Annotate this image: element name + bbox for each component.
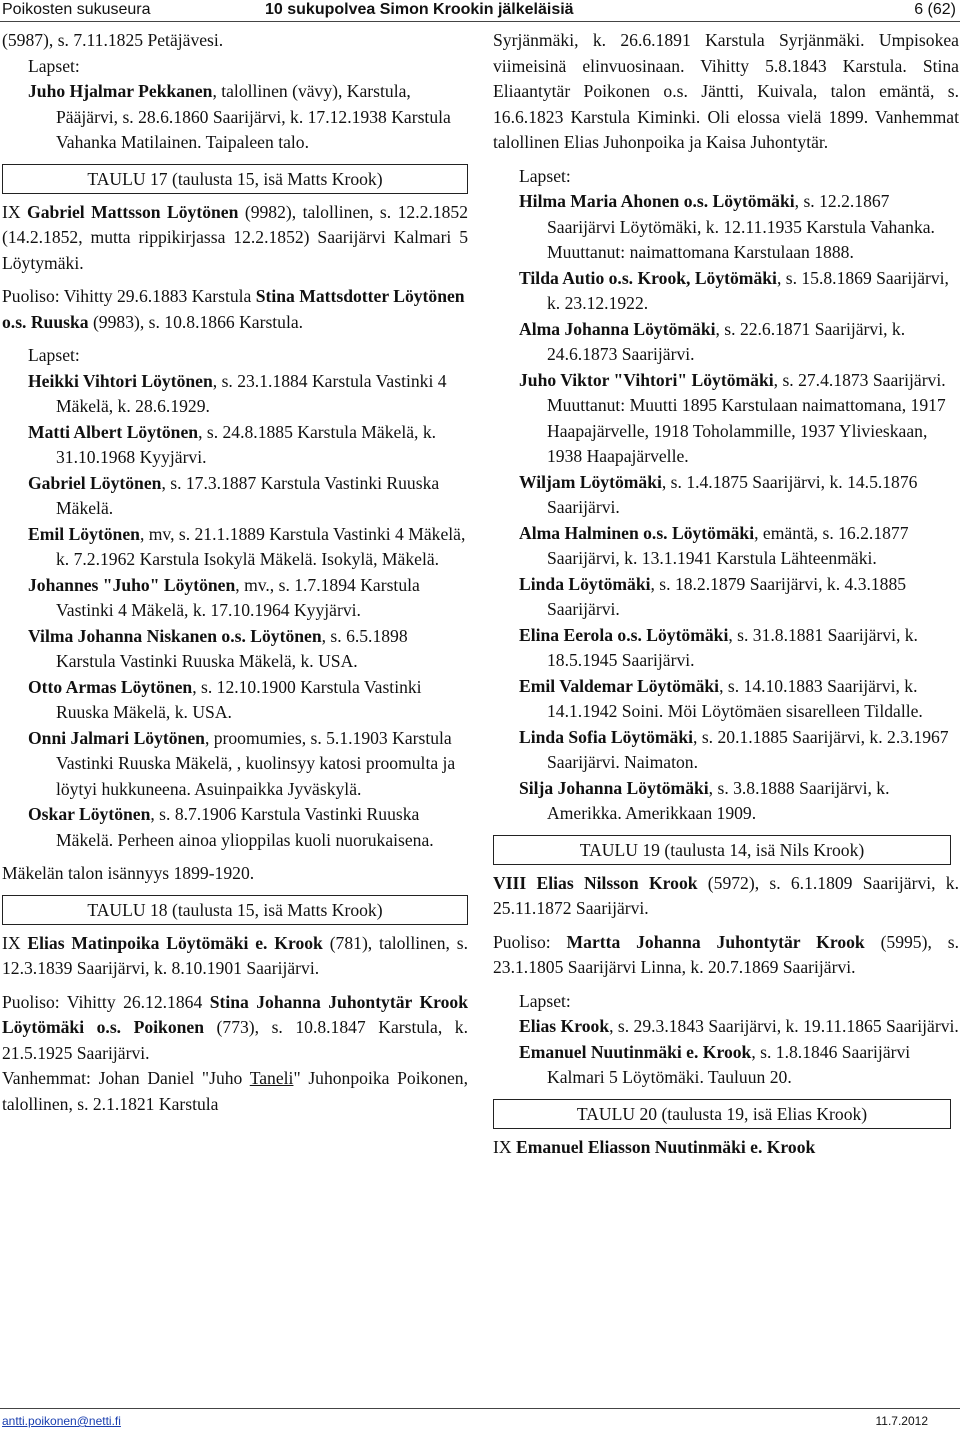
child-entry (2, 624, 468, 675)
child-name: Linda Sofia Löytömäki (519, 726, 694, 747)
child-name: Alma Johanna Löytömäki (519, 318, 716, 339)
child-entry (493, 521, 959, 572)
child-name: Elina Eerola o.s. Löytömäki (519, 624, 729, 645)
child-entry (2, 522, 468, 573)
child-entry (493, 317, 959, 368)
child-name: Emanuel Nuutinmäki e. Krook (519, 1041, 752, 1062)
person-details: (9982), talollinen, s. 12.2.1852 (14.2.1852, mutta rippikirjassa 12.2.1852) Saarijärvi Kalmari 5 Löytymäki. (2, 201, 468, 273)
child-entry (2, 726, 468, 803)
child-details: , mv., s. 1.7.1894 Karstula Vastinki 4 Mäkelä, k. 17.10.1964 Kyyjärvi. (56, 574, 420, 620)
table-source: (taulusta 14, isä Nils Krook) (659, 839, 865, 860)
generation-numeral: IX (493, 1136, 516, 1157)
child-entry (2, 369, 468, 420)
person-details: (5972), s. 6.1.1809 Saarijärvi, k. 25.11.1872 Saarijärvi. (493, 872, 959, 918)
generation-numeral: VIII (493, 872, 537, 893)
child-name: Alma Halminen o.s. Löytömäki (519, 522, 755, 543)
child-details: , proomumies, s. 5.1.1903 Karstula Vastinki Ruuska Mäkelä, , kuolinsyy katosi proomulta ja löytyi hukkuneena. Asuinpaikka Jyväskylä. (56, 727, 456, 799)
person-name: Emanuel Eliasson Nuutinmäki e. Krook (515, 1136, 816, 1157)
header-site-name: Poikosten sukuseura (2, 1, 151, 18)
child-details: , s. 31.8.1881 Saarijärvi, k. 18.5.1945 Saarijärvi. (547, 624, 918, 670)
child-entry (493, 623, 959, 674)
child-details: , mv, s. 21.1.1889 Karstula Vastinki 4 Mäkelä, k. 7.2.1962 Karstula Isokylä Mäkelä. Isokylä, Mäkelä. (56, 523, 466, 569)
child-details: , s. 12.2.1867 Saarijärvi Löytömäki, k. 12.11.1935 Karstula Vahanka. Muuttanut: naimattomana Karstulaan 1888. (547, 191, 935, 262)
child-name: Emil Valdemar Löytömäki (519, 675, 720, 696)
children-label: Lapset: (28, 345, 80, 365)
spouse-entry (493, 930, 959, 981)
child-details: , s. 18.2.1879 Saarijärvi, k. 4.3.1885 Saarijärvi. (547, 573, 907, 619)
generation-numeral: IX (2, 932, 28, 953)
header-rule (0, 21, 960, 22)
child-details: , s. 27.4.1873 Saarijärvi. Muuttanut: Muutti 1895 Karstulaan naimattomana, 1917 Haapajärvelle, 1918 Toholammille, 1937 Ylivieskaan, 1938 Haapajärvelle. (547, 369, 946, 466)
child-name: Otto Armas Löytönen (28, 676, 193, 697)
person-entry (493, 871, 959, 922)
child-name: Emil Löytönen (28, 523, 140, 544)
children-list (493, 189, 959, 827)
child-details: , s. 23.1.1884 Karstula Vastinki 4 Mäkelä, k. 28.6.1929. (56, 370, 447, 416)
table-heading-18 (2, 895, 468, 925)
parents-underlined-name: Taneli (249, 1068, 294, 1088)
continued-text: (5987), s. 7.11.1825 Petäjävesi. (2, 30, 224, 50)
person-entry (493, 1135, 959, 1161)
child-name: Juho Viktor "Vihtori" Löytömäki (519, 369, 774, 390)
child-entry (2, 675, 468, 726)
header-page-number: 6 (62) (914, 1, 956, 18)
child-entry (493, 470, 959, 521)
child-name: Elias Krook (519, 1016, 610, 1036)
child-entry (493, 1040, 959, 1091)
children-list (2, 369, 468, 854)
child-entry (2, 471, 468, 522)
child-details: , s. 29.3.1843 Saarijärvi, k. 19.11.1865 Saarijärvi. (609, 1016, 959, 1036)
child-details: , s. 12.10.1900 Karstula Vastinki Ruuska Mäkelä, k. USA. (56, 676, 422, 722)
child-name: Vilma Johanna Niskanen o.s. Löytönen (28, 625, 322, 646)
note-line: Mäkelän talon isännyys 1899-1920. (2, 863, 255, 883)
spouse-prefix: Puoliso: (493, 931, 567, 952)
spouse-entry (2, 990, 468, 1067)
spouse-details: (5995), s. 23.1.1805 Saarijärvi Linna, k. 20.7.1869 Saarijärvi. (493, 931, 959, 977)
child-details: , talollinen (vävy), Karstula, Pääjärvi, s. 28.6.1860 Saarijärvi, k. 17.12.1938 Karstula Vahanka Matilainen. Taipaleen talo. (56, 81, 451, 152)
table-heading-19 (493, 835, 951, 865)
child-details: , s. 22.6.1871 Saarijärvi, k. 24.6.1873 Saarijärvi. (547, 318, 906, 364)
child-name: Linda Löytömäki (519, 573, 651, 594)
child-details: , s. 15.8.1869 Saarijärvi, k. 23.12.1922. (547, 267, 949, 313)
person-details: (781), talollinen, s. 12.3.1839 Saarijärvi, k. 8.10.1901 Saarijärvi. (2, 932, 468, 978)
children-label: Lapset: (519, 990, 571, 1011)
child-entry (493, 1014, 959, 1040)
child-entry (493, 266, 959, 317)
table-number: TAULU 17 (87, 168, 168, 189)
child-entry (493, 725, 959, 776)
child-name: Matti Albert Löytönen (28, 421, 199, 442)
child-entry (493, 572, 959, 623)
child-details: , emäntä, s. 16.2.1877 Saarijärvi, k. 13.1.1941 Karstula Lähteenmäki. (547, 522, 909, 568)
parents-details: " Juhonpoika Poikonen, talollinen, s. 2.1.1821 Karstula (2, 1068, 469, 1114)
person-name: Elias Matinpoika Löytömäki e. Krook (27, 932, 323, 953)
child-details: , s. 6.5.1898 Karstula Vastinki Ruuska Mäkelä, k. USA. (56, 625, 408, 671)
child-name: Silja Johanna Löytömäki (519, 777, 709, 798)
table-number: TAULU 19 (579, 839, 660, 860)
footer-date: 11.7.2012 (875, 1414, 928, 1428)
spouse-details: (773), s. 10.8.1847 Karstula, k. 21.5.1925 Saarijärvi. (2, 1017, 468, 1063)
table-number: TAULU 20 (576, 1103, 658, 1124)
child-details: , s. 8.7.1906 Karstula Vastinki Ruuska Mäkelä. Perheen ainoa ylioppilas kuoli nuorukaisena. (56, 804, 434, 850)
left-column (2, 28, 468, 1117)
child-name: Onni Jalmari Löytönen (28, 727, 205, 748)
table-number: TAULU 18 (87, 899, 168, 920)
child-name: Juho Hjalmar Pekkanen (28, 81, 213, 101)
person-entry (2, 931, 468, 982)
child-details: , s. 24.8.1885 Karstula Mäkelä, k. 31.10.1968 Kyyjärvi. (56, 421, 437, 467)
child-entry (493, 189, 959, 266)
child-entry (2, 79, 468, 156)
parents-prefix: Vanhemmat: Johan Daniel "Juho (2, 1068, 250, 1088)
child-details: , s. 14.10.1883 Saarijärvi, k. 14.1.1942 Soini. Möi Löytömäen sisarelleen Tildalle. (547, 675, 923, 721)
child-name: Heikki Vihtori Löytönen (28, 370, 213, 391)
spouse-name: Martta Johanna Juhontytär Krook (566, 931, 865, 952)
child-name: Hilma Maria Ahonen o.s. Löytömäki (519, 191, 795, 211)
continued-text: Syrjänmäki, k. 26.6.1891 Karstula Syrjänmäki. Umpisokea viimeisinä elinvuosinaan. Vihitty 5.8.1843 Karstula. Stina Eliaantytär Poikonen o.s. Jäntti, Kuivala, talon emäntä, s. 16.6.1823 Karstula Kiminki. Oli elossa vielä 1899. Vanhemmat talollinen Elias Juhonpoika ja Kaisa Juhontytär. (493, 30, 959, 152)
child-entry (493, 776, 959, 827)
children-label: Lapset: (519, 165, 571, 186)
child-name: Tilda Autio o.s. Krook, Löytömäki (519, 267, 777, 288)
child-details: , s. 3.8.1888 Saarijärvi, k. Amerikka. Amerikkaan 1909. (547, 777, 890, 823)
child-entry (2, 802, 468, 853)
person-name: Elias Nilsson Krook (536, 872, 698, 893)
page-header (0, 0, 960, 22)
spouse-prefix: Puoliso: Vihitty 29.6.1883 Karstula (2, 286, 256, 306)
child-entry (493, 368, 959, 470)
spouse-name: Stina Johanna Juhontytär Krook Löytömäki o.s. Poikonen (2, 991, 468, 1037)
child-name: Johannes "Juho" Löytönen (28, 574, 236, 595)
child-name: Wiljam Löytömäki (519, 471, 662, 492)
child-details: , s. 17.3.1887 Karstula Vastinki Ruuska Mäkelä. (56, 472, 440, 518)
spouse-name: Stina Mattsdotter Löytönen o.s. Ruuska (2, 286, 465, 332)
footer-rule (0, 1408, 960, 1409)
child-name: Gabriel Löytönen (28, 472, 162, 493)
table-source: (taulusta 15, isä Matts Krook) (167, 168, 383, 189)
child-details: , s. 1.8.1846 Saarijärvi Kalmari 5 Löytömäki. Tauluun 20. (547, 1041, 911, 1087)
child-entry (2, 420, 468, 471)
person-entry (2, 200, 468, 277)
table-heading-20 (493, 1099, 951, 1129)
spouse-details: (9983), s. 10.8.1866 Karstula. (88, 311, 304, 332)
child-details: , s. 1.4.1875 Saarijärvi, k. 14.5.1876 Saarijärvi. (547, 471, 918, 517)
generation-numeral: IX (2, 201, 28, 222)
page-footer (0, 1408, 960, 1433)
child-name: Oskar Löytönen (28, 804, 151, 824)
spouse-prefix: Puoliso: Vihitty 26.12.1864 (2, 991, 210, 1012)
children-label: Lapset: (28, 55, 80, 76)
child-details: , s. 20.1.1885 Saarijärvi, k. 2.3.1967 Saarijärvi. Naimaton. (547, 726, 949, 772)
right-column (493, 28, 959, 1160)
person-name: Gabriel Mattsson Löytönen (27, 201, 239, 222)
table-source: (taulusta 15, isä Matts Krook) (167, 899, 383, 920)
header-document-title: 10 sukupolvea Simon Krookin jälkeläisiä (265, 1, 574, 18)
children-list (493, 1014, 959, 1091)
spouse-entry (2, 284, 468, 335)
table-heading-17 (2, 164, 468, 194)
parents-entry (2, 1066, 468, 1117)
footer-email-link[interactable]: antti.poikonen@netti.fi (2, 1414, 121, 1428)
child-entry (493, 674, 959, 725)
table-source: (taulusta 19, isä Elias Krook) (657, 1103, 868, 1124)
child-entry (2, 573, 468, 624)
